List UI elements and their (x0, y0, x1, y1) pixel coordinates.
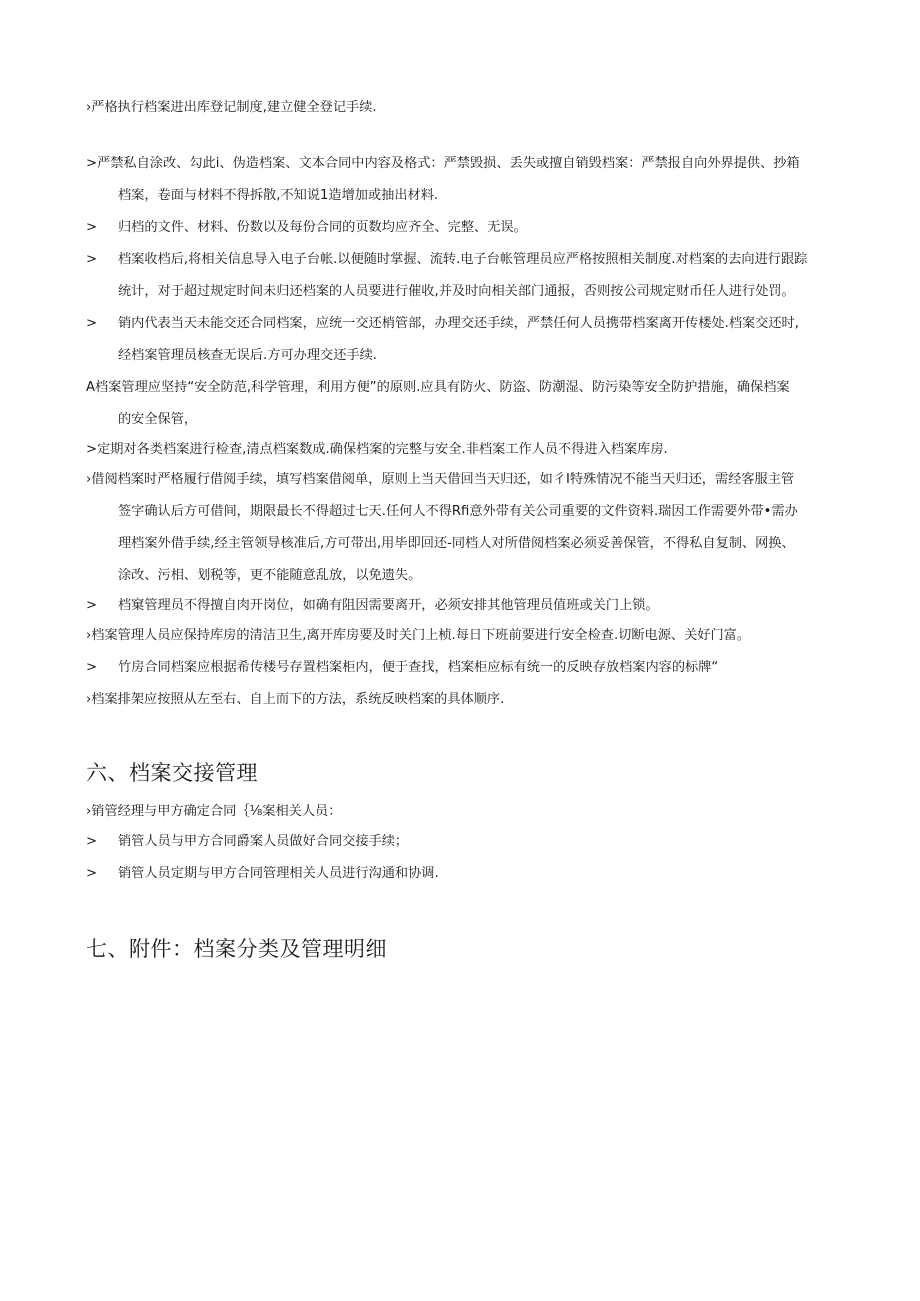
rule-text: 严禁私自涂改、勾此i、伪造档案、文本合同中内容及格式：严禁毁损、丢失或擅自销毁档案：严禁报自向外界提供、抄箱 (97, 156, 800, 171)
rule-text: 档案收档后,将相关信息导入电子台帐.以便随时掌握、流转.电子台帐管理员应严格按照相关制度.对档案的去向进行跟踪 (118, 252, 808, 267)
rule-item-9 (86, 590, 846, 622)
rule-item-11 (86, 652, 846, 684)
bullet-marker: > (86, 598, 98, 613)
rule-item-12 (86, 684, 846, 716)
handover-text: 销管人员定期与甲方合同管理相关人员进行沟通和协调. (118, 866, 439, 881)
rule-text-continued: 档案，卷面与材料不得拆散,不知说1造增加或抽出材料. (118, 188, 439, 203)
rule-item-8 (86, 464, 846, 592)
rule-text-continued: 涂改、污相、划税等，更不能随意乱放，以免遗失。 (118, 568, 422, 583)
handover-item-1 (86, 796, 846, 828)
bullet-marker: › (86, 100, 92, 115)
rule-item-1 (86, 92, 846, 124)
rule-text: 竹房合同档案应根据希传楼号存置档案柜内，便于查找，档案柜应标有统一的反映存放档案内容的标牌“ (118, 660, 719, 675)
bullet-marker: > (86, 442, 98, 457)
section-heading-appendix: 七、附件：档案分类及管理明细 (86, 937, 387, 961)
bullet-marker: > (86, 834, 98, 849)
bullet-marker: > (86, 252, 98, 267)
rule-item-5 (86, 308, 846, 372)
rule-text-continued: 理档案外借手续,经主管领导核准后,方可带出,用毕即回还-同档人对所借阅档案必须妥善保管，不得私自复制、网换、 (118, 536, 795, 551)
rule-item-2 (86, 148, 846, 212)
bullet-marker: › (86, 628, 92, 643)
section-heading-handover: 六、档案交接管理 (86, 761, 258, 785)
rule-text: 档窠管理员不得擅自肉开岗位，如确有阻因需要离开，必须安排其他管理员值班或关门上锁。 (118, 598, 659, 613)
handover-item-2 (86, 826, 846, 858)
rule-item-4 (86, 244, 846, 308)
rule-item-7 (86, 434, 846, 466)
bullet-marker: A (86, 380, 96, 395)
rule-text-continued: 经档案管理员核查无误后.方可办理交还手续. (118, 348, 377, 363)
bullet-marker: > (86, 660, 98, 675)
rule-text: 档案管理应坚持“安全防范,科学管理，利用方便”的原则.应具有防火、防盗、防潮湿、防污染等安全防护措施，确保档案 (95, 380, 790, 395)
bullet-marker: › (86, 692, 92, 707)
rule-text: 档案管理人员应保持库房的清洁卫生,离开库房要及时关门上桢.每日下班前要进行安全检查.切断电源、关好门富。 (91, 628, 751, 643)
rule-item-6 (86, 372, 846, 436)
bullet-marker: > (86, 156, 98, 171)
bullet-marker: > (86, 220, 98, 235)
rule-item-10 (86, 620, 846, 652)
rule-text-continued: 统计，对于超过规定时间未归还档案的人员要进行催收,并及时向相关部门通报，否则按公司规定财币任人进行处罚。 (118, 284, 795, 299)
rule-text-continued: 的安全保管， (118, 412, 198, 427)
handover-text: 销管经理与甲方确定合同｛⅛案相关人员： (91, 804, 342, 819)
bullet-marker: > (86, 316, 98, 331)
bullet-marker: › (86, 804, 92, 819)
rule-item-3 (86, 212, 846, 244)
bullet-marker: › (86, 472, 92, 487)
bullet-marker: > (86, 866, 98, 881)
handover-text: 销管人员与甲方合同爵案人员做好合同交接手续； (118, 834, 409, 849)
rule-text: 借阅档案时严格履行借阅手续，填写档案借阅单，原则上当天借回当天归还，如彳I特殊情况不能当天归还，需经客服主管 (91, 472, 795, 487)
rule-text: 归档的文件、材料、份数以及每份合同的页数均应齐全、完整、无误。 (118, 220, 527, 235)
rule-text-continued: 签字确认后方可借间，期限最长不得超过七天.任何人不得Rfi意外带有关公司重要的文件资料.瑞因工作需要外带•需办 (118, 504, 798, 519)
rule-text: 定期对各类档案进行检查,清点档案数成.确保档案的完整与安全.非档案工作人员不得进入档案库房. (97, 442, 668, 457)
handover-item-3 (86, 858, 846, 890)
rule-text: 严格执行档案进出库登记制度,建立健全登记手续. (91, 100, 377, 115)
rule-text: 档案排架应按照从左至右、自上而下的方法，系统反映档案的具体顺序. (91, 692, 505, 707)
rule-text: 销内代表当天未能交还合同档案，应统一交还梢管部，办理交还手续，严禁任何人员携带档案离开传楼处.档案交还时, (118, 316, 799, 331)
